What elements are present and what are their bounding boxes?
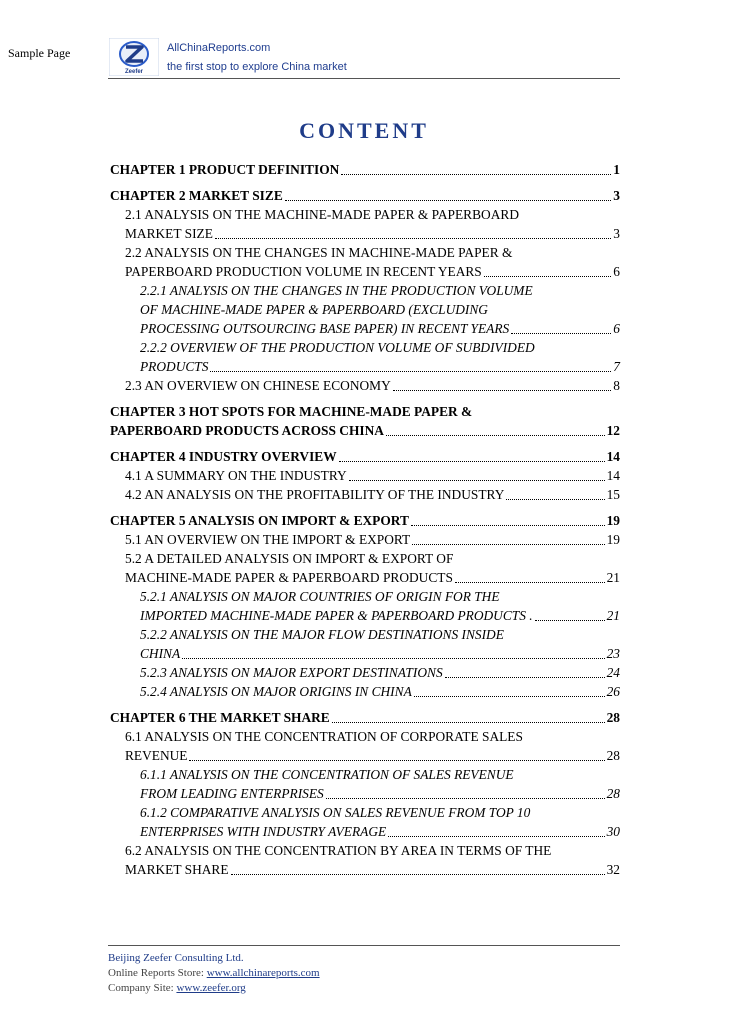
toc-section-entry[interactable] [110, 682, 620, 701]
footer-divider [108, 945, 620, 946]
site-tagline: the first stop to explore China market [167, 61, 347, 73]
footer-store-label: Online Reports Store: [108, 967, 207, 979]
dot-leader [215, 238, 611, 239]
dot-leader [339, 461, 605, 462]
toc-entry-text: 6.1.2 COMPARATIVE ANALYSIS ON SALES REVENUE FROM TOP 10 [140, 805, 531, 820]
toc-chapter-entry[interactable] [110, 511, 620, 530]
toc-section-entry[interactable] [110, 376, 620, 395]
toc-section-entry[interactable] [110, 205, 620, 243]
site-name: AllChinaReports.com [167, 42, 271, 54]
dot-leader [189, 760, 604, 761]
store-link[interactable]: www.allchinareports.com [206, 967, 320, 979]
toc-chapter-entry[interactable] [110, 447, 620, 466]
footer-store [108, 967, 320, 979]
dot-leader [393, 390, 612, 391]
toc-page-number: 14 [606, 449, 620, 464]
toc-entry-text: 2.2.1 ANALYSIS ON THE CHANGES IN THE PRODUCTION VOLUME [140, 283, 533, 298]
toc-entry-text: CHAPTER 3 HOT SPOTS FOR MACHINE-MADE PAPER & [110, 404, 473, 419]
toc-section-entry[interactable] [110, 727, 620, 765]
toc-entry-text: CHAPTER 4 INDUSTRY OVERVIEW [110, 449, 337, 464]
dot-leader [506, 499, 604, 500]
toc-entry-text: FROM LEADING ENTERPRISES [140, 786, 324, 801]
toc-entry-text: CHAPTER 6 THE MARKET SHARE [110, 710, 330, 725]
toc-entry-text: CHAPTER 5 ANALYSIS ON IMPORT & EXPORT [110, 513, 409, 528]
toc-page-number: 30 [606, 824, 620, 839]
toc-page-number: 12 [606, 423, 620, 438]
toc-chapter-entry[interactable] [110, 186, 620, 205]
toc-page-number: 19 [606, 513, 620, 528]
toc-entry-text: CHAPTER 1 PRODUCT DEFINITION [110, 162, 340, 177]
toc-page-number: 19 [606, 532, 620, 547]
footer-site [108, 982, 246, 994]
toc-section-entry[interactable] [110, 587, 620, 625]
toc-entry-text: 5.2 A DETAILED ANALYSIS ON IMPORT & EXPORT OF [125, 551, 454, 566]
toc-entry-text: PAPERBOARD PRODUCTS ACROSS CHINA [110, 423, 384, 438]
toc-chapter-entry[interactable] [110, 402, 620, 440]
dot-leader [332, 722, 605, 723]
dot-leader [484, 276, 612, 277]
footer-company: Beijing Zeefer Consulting Ltd. [108, 952, 244, 964]
table-of-contents [110, 160, 620, 879]
toc-section-entry[interactable] [110, 243, 620, 281]
toc-page-number: 21 [606, 608, 620, 623]
toc-entry-text: 2.3 AN OVERVIEW ON CHINESE ECONOMY [125, 378, 391, 393]
toc-page-number: 6 [613, 264, 620, 279]
toc-page-number: 21 [606, 570, 620, 585]
toc-entry-text: 4.1 A SUMMARY ON THE INDUSTRY [125, 468, 347, 483]
toc-entry-text: ENTERPRISES WITH INDUSTRY AVERAGE [140, 824, 387, 839]
toc-section-entry[interactable] [110, 765, 620, 803]
toc-entry-text: 5.2.4 ANALYSIS ON MAJOR ORIGINS IN CHINA [140, 684, 412, 699]
dot-leader [182, 658, 604, 659]
dot-leader [412, 544, 604, 545]
footer-site-label: Company Site: [108, 982, 177, 994]
dot-leader [414, 696, 605, 697]
toc-entry-text: CHINA [140, 646, 181, 661]
toc-entry-text: CHAPTER 2 MARKET SIZE [110, 188, 283, 203]
header-divider [108, 78, 620, 79]
toc-chapter-entry[interactable] [110, 160, 620, 179]
dot-leader [386, 435, 605, 436]
toc-entry-text: 2.2.2 OVERVIEW OF THE PRODUCTION VOLUME OF SUBDIVIDED [140, 340, 535, 355]
toc-page-number: 24 [606, 665, 620, 680]
logo-text: Zeefer [124, 69, 144, 75]
dot-leader [341, 174, 611, 175]
toc-entry-text: 6.1.1 ANALYSIS ON THE CONCENTRATION OF SALES REVENUE [140, 767, 514, 782]
toc-page-number: 28 [606, 710, 620, 725]
toc-entry-text: 5.2.1 ANALYSIS ON MAJOR COUNTRIES OF ORIGIN FOR THE [140, 589, 500, 604]
page-title: CONTENT [299, 118, 429, 143]
toc-entry-text: 4.2 AN ANALYSIS ON THE PROFITABILITY OF THE INDUSTRY [125, 487, 505, 502]
toc-page-number: 28 [606, 748, 620, 763]
dot-leader [285, 200, 612, 201]
toc-entry-text: MARKET SIZE [125, 226, 213, 241]
toc-page-number: 14 [606, 468, 620, 483]
dot-leader [210, 371, 611, 372]
toc-page-number: 6 [613, 321, 620, 336]
toc-entry-text: MACHINE-MADE PAPER & PAPERBOARD PRODUCTS [125, 570, 453, 585]
toc-section-entry[interactable] [110, 281, 620, 338]
toc-section-entry[interactable] [110, 485, 620, 504]
toc-entry-text: 5.1 AN OVERVIEW ON THE IMPORT & EXPORT [125, 532, 411, 547]
dot-leader [535, 620, 605, 621]
dot-leader [231, 874, 605, 875]
toc-entry-text: 2.2 ANALYSIS ON THE CHANGES IN MACHINE-MADE PAPER & [125, 245, 513, 260]
toc-page-number: 8 [613, 378, 620, 393]
dot-leader [445, 677, 605, 678]
toc-page-number: 23 [606, 646, 620, 661]
toc-entry-text: 6.1 ANALYSIS ON THE CONCENTRATION OF CORPORATE SALES [125, 729, 523, 744]
zeefer-logo [109, 38, 159, 76]
toc-page-number: 3 [613, 188, 620, 203]
toc-entry-text: OF MACHINE-MADE PAPER & PAPERBOARD (EXCLUDING [140, 302, 488, 317]
toc-page-number: 7 [613, 359, 620, 374]
toc-entry-text: IMPORTED MACHINE-MADE PAPER & PAPERBOARD PRODUCTS . [140, 608, 533, 623]
toc-section-entry[interactable] [110, 841, 620, 879]
toc-entry-text: MARKET SHARE [125, 862, 229, 877]
sample-page-label: Sample Page [8, 46, 71, 60]
toc-page-number: 1 [613, 162, 620, 177]
dot-leader [326, 798, 605, 799]
dot-leader [411, 525, 605, 526]
dot-leader [349, 480, 605, 481]
toc-page-number: 32 [606, 862, 620, 877]
toc-section-entry[interactable] [110, 466, 620, 485]
toc-page-number: 3 [613, 226, 620, 241]
toc-section-entry[interactable] [110, 530, 620, 549]
toc-entry-text: 2.1 ANALYSIS ON THE MACHINE-MADE PAPER & PAPERBOARD [125, 207, 519, 222]
company-site-link[interactable]: www.zeefer.org [176, 982, 246, 994]
toc-page-number: 28 [606, 786, 620, 801]
toc-section-entry[interactable] [110, 663, 620, 682]
toc-section-entry[interactable] [110, 803, 620, 841]
toc-entry-text: PAPERBOARD PRODUCTION VOLUME IN RECENT YEARS [125, 264, 482, 279]
toc-section-entry[interactable] [110, 625, 620, 663]
toc-entry-text: 5.2.3 ANALYSIS ON MAJOR EXPORT DESTINATIONS [140, 665, 443, 680]
dot-leader [511, 333, 611, 334]
toc-entry-text: REVENUE [125, 748, 188, 763]
toc-chapter-entry[interactable] [110, 708, 620, 727]
toc-entry-text: 5.2.2 ANALYSIS ON THE MAJOR FLOW DESTINATIONS INSIDE [140, 627, 504, 642]
dot-leader [388, 836, 604, 837]
toc-entry-text: 6.2 ANALYSIS ON THE CONCENTRATION BY AREA IN TERMS OF THE [125, 843, 552, 858]
toc-section-entry[interactable] [110, 338, 620, 376]
toc-section-entry[interactable] [110, 549, 620, 587]
toc-page-number: 15 [606, 487, 620, 502]
dot-leader [455, 582, 605, 583]
toc-entry-text: PROCESSING OUTSOURCING BASE PAPER) IN RECENT YEARS [140, 321, 510, 336]
toc-entry-text: PRODUCTS [140, 359, 209, 374]
toc-page-number: 26 [606, 684, 620, 699]
